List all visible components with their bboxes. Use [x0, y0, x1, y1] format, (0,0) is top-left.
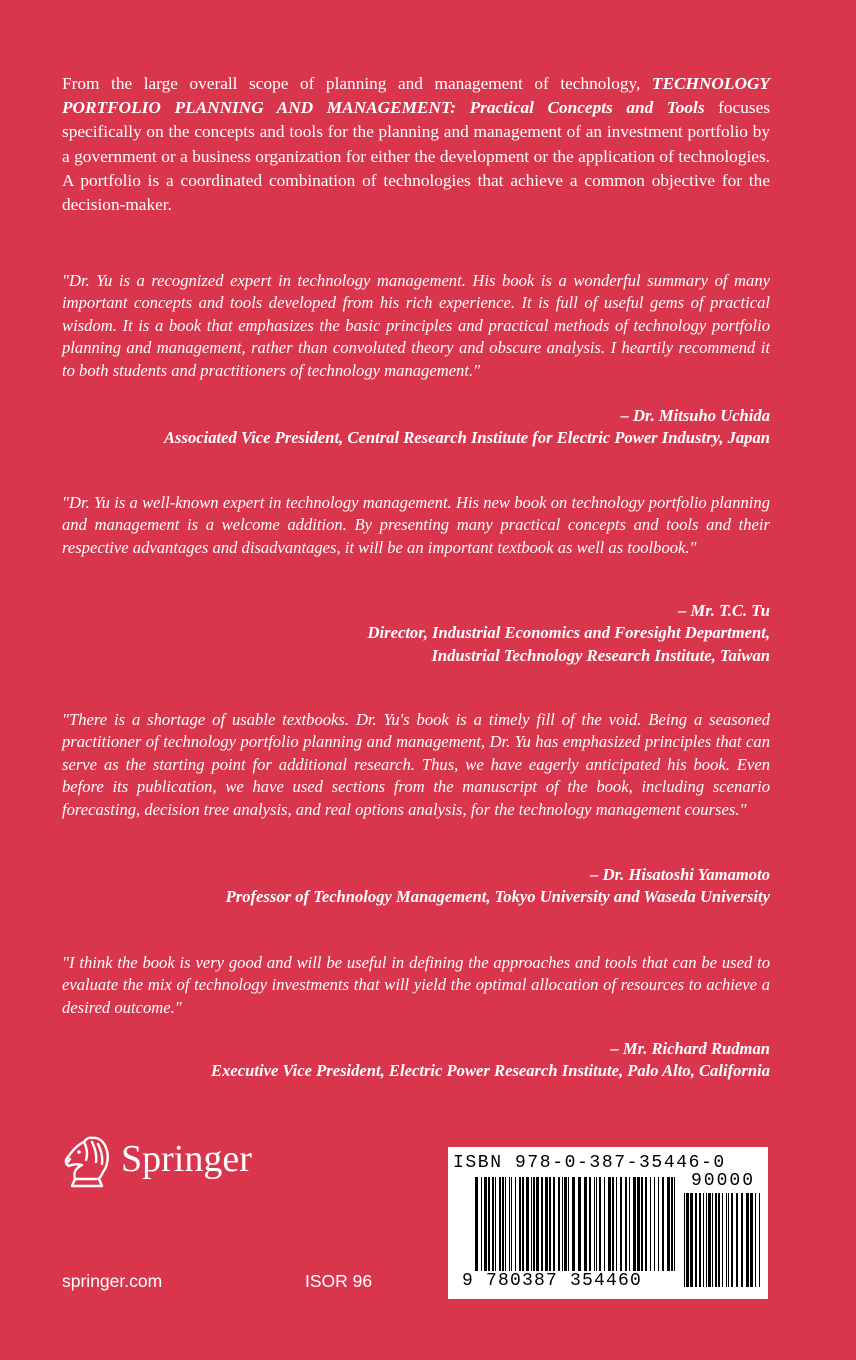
intro-body: focuses specifically on the concepts and tools for the planning and management of an investment portfolio by a government or a business organization for either the development or the application of technologies. A portfolio is a coordinated combination of technologies that achieve a common objective for the decision-maker.: [62, 98, 770, 215]
testimonial-affiliation-3: Professor of Technology Management, Tokyo University and Waseda University: [225, 887, 770, 907]
barcode-bar: [722, 1193, 723, 1287]
barcode-bar: [726, 1193, 727, 1287]
publisher-website: springer.com: [62, 1271, 163, 1291]
series-code: ISOR 96: [305, 1271, 373, 1291]
isbn-barcode: [448, 1147, 768, 1299]
barcode-bar: [715, 1193, 717, 1287]
barcode-bar: [712, 1193, 713, 1287]
intro-lead: From the large overall scope of planning and management of technology,: [62, 74, 652, 93]
barcode-bar: [736, 1193, 738, 1287]
testimonial-author-1: – Dr. Mitsuho Uchida: [620, 406, 770, 425]
testimonial-quote-3: "There is a shortage of usable textbooks. Dr. Yu's book is a timely fill of the void. Being a seasoned practitioner of technology portfolio planning and management, Dr. Yu has emphasized principles that can serve as the starting point for additional research. Thus, we have eagerly anticipated his book. Even before its publication, we have used sections from the manuscript of the book, including scenario forecasting, decision tree analysis, and real options analysis, for the technology management courses.": [62, 710, 770, 819]
springer-wordmark: Springer: [121, 1138, 252, 1180]
barcode-bar: [755, 1193, 756, 1287]
testimonial-attribution-1: [62, 405, 770, 450]
isbn-label: ISBN 978-0-387-35446-0: [453, 1153, 726, 1173]
barcode-bar: [708, 1193, 711, 1287]
testimonial-author-3: – Dr. Hisatoshi Yamamoto: [590, 865, 770, 884]
testimonial-attribution-4: [62, 1038, 770, 1083]
knight-horse-icon: [62, 1134, 112, 1188]
testimonial-affiliation-2b: Industrial Technology Research Institute, Taiwan: [431, 645, 770, 665]
barcode-bar: [684, 1193, 685, 1287]
barcode-bar: [718, 1193, 720, 1287]
testimonial-affiliation-4: Executive Vice President, Electric Power Research Institute, Palo Alto, California: [211, 1061, 770, 1081]
barcode-bar: [686, 1193, 689, 1287]
testimonial-attribution-3: [62, 864, 770, 909]
barcode-addon-code: 90000: [690, 1171, 755, 1191]
barcode-bar: [750, 1193, 753, 1287]
testimonial-quote-4: "I think the book is very good and will be useful in defining the approaches and tools that can be used to evaluate the mix of technology investments that will yield the optimal allocation of resources to achieve a desired outcome.": [62, 953, 770, 1017]
testimonial-attribution-2: [62, 600, 770, 667]
barcode-bar: [706, 1193, 707, 1287]
barcode-bar: [746, 1193, 749, 1287]
intro-book-title: TECHNOLOGY PORTFOLIO PLANNING AND MANAGEMENT: Practical Concepts and Tools: [62, 74, 770, 118]
intro-paragraph: [62, 72, 770, 217]
ean-digits: 9 780387 354460: [458, 1271, 680, 1291]
barcode-bar: [695, 1193, 697, 1287]
addon-barcode-bars: [684, 1193, 762, 1287]
barcode-bar: [741, 1193, 743, 1287]
testimonial-affiliation-1: Associated Vice President, Central Research Institute for Electric Power Industry, Japan: [163, 428, 770, 448]
barcode-bar: [728, 1193, 729, 1287]
barcode-bar: [703, 1193, 704, 1287]
barcode-bar: [699, 1193, 701, 1287]
barcode-bar: [759, 1193, 760, 1287]
springer-logo: [62, 1134, 302, 1190]
barcode-bar: [731, 1193, 733, 1287]
testimonial-author-4: – Mr. Richard Rudman: [610, 1039, 770, 1058]
testimonial-affiliation-2a: Director, Industrial Economics and Foresight Department,: [367, 623, 770, 643]
testimonial-quote-2: "Dr. Yu is a well-known expert in technology management. His new book on technology portfolio planning and management is a welcome addition. By presenting many practical concepts and tools and their respective advantages and disadvantages, it will be an important textbook as well as toolbook.": [62, 493, 770, 557]
barcode-bar: [690, 1193, 693, 1287]
testimonial-author-2: – Mr. T.C. Tu: [678, 601, 770, 620]
testimonial-quote-1: "Dr. Yu is a recognized expert in technology management. His book is a wonderful summary of many important concepts and tools developed from his rich experience. It is full of useful gems of practical wisdom. It is a book that emphasizes the basic principles and practical methods of technology portfolio planning and management, rather than convoluted theory and obscure analysis. I heartily recommend it to both students and practitioners of technology management.": [62, 271, 770, 380]
